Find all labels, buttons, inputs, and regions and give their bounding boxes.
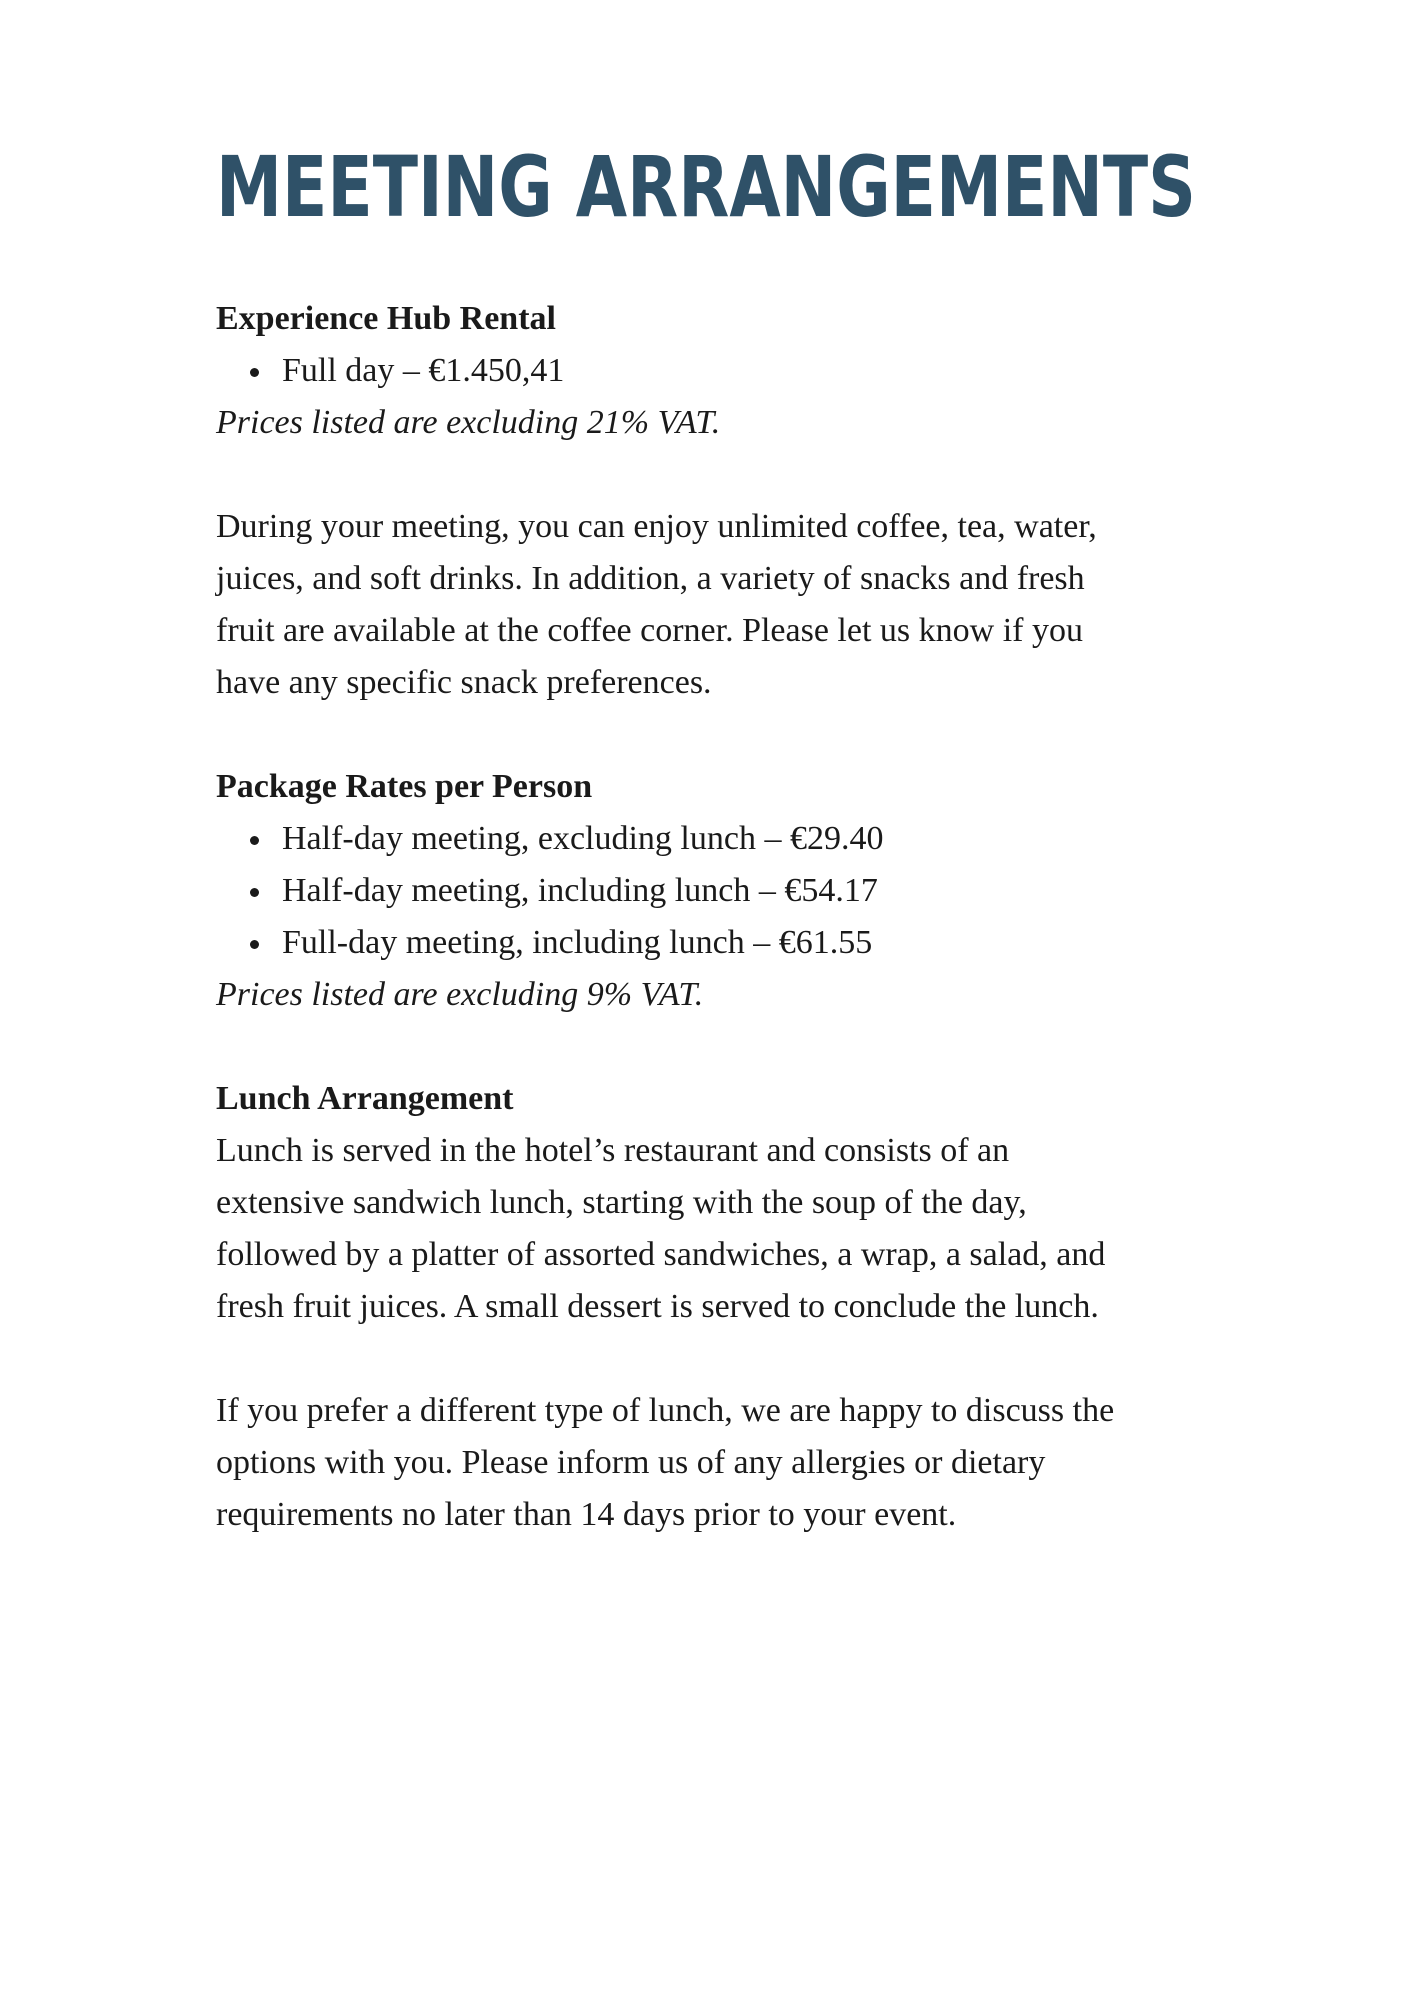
hub-heading: Experience Hub Rental [216, 300, 556, 337]
lunch-closing-paragraph: If you prefer a different type of lunch, we are happy to discuss the options with you. Please inform us of any allergies or dietary requirements no later than 14 days prior to your event. [216, 1392, 1115, 1533]
packages-price-list [216, 813, 1146, 969]
intro-paragraph: During your meeting, you can enjoy unlimited coffee, tea, water, juices, and soft drinks. In addition, a variety of snacks and fresh fruit are available at the coffee corner. Please let us know if you have any specific snack preferences. [216, 508, 1097, 701]
lunch-heading: Lunch Arrangement [216, 1080, 514, 1117]
list-item: Full day – €1.450,41 [282, 345, 1146, 397]
hub-price-list [216, 345, 1146, 397]
lunch-description: Lunch is served in the hotel’s restaurant and consists of an extensive sandwich lunch, starting with the soup of the day, followed by a platter of assorted sandwiches, a wrap, a salad, and fresh fruit juices. A small dessert is served to conclude the lunch. [216, 1132, 1106, 1325]
list-item: Full-day meeting, including lunch – €61.55 [282, 917, 1146, 969]
page-title: MEETING ARRANGEMENTS [216, 138, 1196, 236]
list-item: Half-day meeting, including lunch – €54.17 [282, 865, 1146, 917]
hub-vat-note: Prices listed are excluding 21% VAT. [216, 404, 721, 441]
document-body [216, 293, 1146, 1541]
packages-heading: Package Rates per Person [216, 768, 593, 805]
list-item: Half-day meeting, excluding lunch – €29.40 [282, 813, 1146, 865]
packages-vat-note: Prices listed are excluding 9% VAT. [216, 976, 704, 1013]
